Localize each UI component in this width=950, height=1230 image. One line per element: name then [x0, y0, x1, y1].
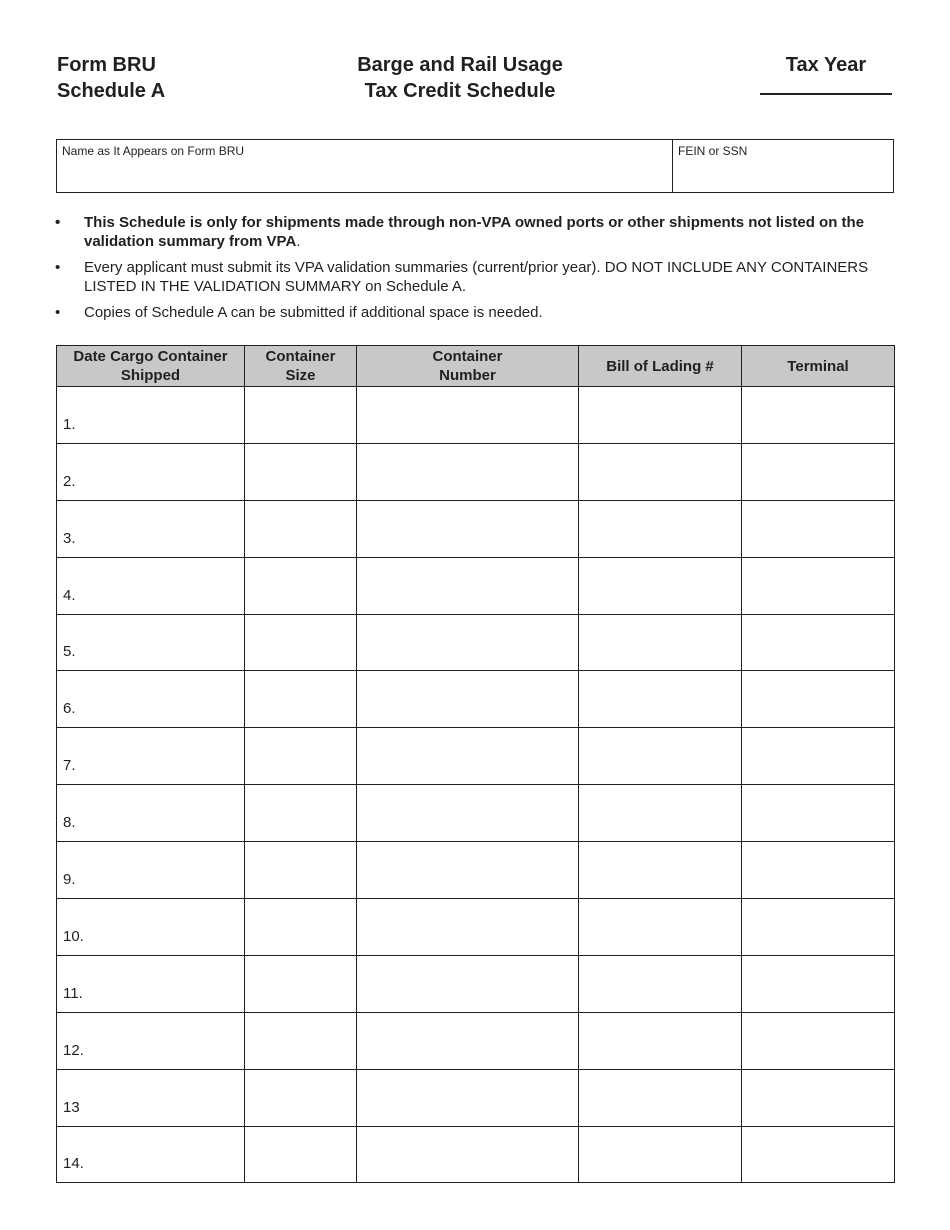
tax-year-block [755, 52, 897, 95]
number-cell[interactable] [357, 728, 579, 785]
date-cell[interactable] [57, 557, 245, 614]
size-cell[interactable] [245, 785, 357, 842]
row-number: 8. [63, 814, 76, 832]
table-row [57, 899, 895, 956]
size-cell[interactable] [245, 557, 357, 614]
date-cell[interactable] [57, 1069, 245, 1126]
size-cell[interactable] [245, 1012, 357, 1069]
number-cell[interactable] [357, 955, 579, 1012]
number-cell[interactable] [357, 500, 579, 557]
column-header-size: Container Size [245, 346, 357, 387]
row-number: 4. [63, 586, 76, 604]
instruction-item [55, 213, 895, 251]
bill-cell[interactable] [579, 387, 742, 444]
size-cell[interactable] [245, 443, 357, 500]
column-header-terminal: Terminal [742, 346, 895, 387]
bill-cell[interactable] [579, 1126, 742, 1183]
size-cell[interactable] [245, 1069, 357, 1126]
bill-cell[interactable] [579, 500, 742, 557]
terminal-cell[interactable] [742, 557, 895, 614]
date-cell[interactable] [57, 671, 245, 728]
table-row [57, 443, 895, 500]
number-cell[interactable] [357, 443, 579, 500]
row-number: 3. [63, 529, 76, 547]
column-header-date: Date Cargo Container Shipped [57, 346, 245, 387]
number-cell[interactable] [357, 1012, 579, 1069]
row-number: 5. [63, 643, 76, 661]
table-row [57, 387, 895, 444]
size-cell[interactable] [245, 728, 357, 785]
size-cell[interactable] [245, 842, 357, 899]
table-body [57, 387, 895, 1183]
terminal-cell[interactable] [742, 955, 895, 1012]
bill-cell[interactable] [579, 614, 742, 671]
terminal-cell[interactable] [742, 899, 895, 956]
bill-cell[interactable] [579, 955, 742, 1012]
table-row [57, 1126, 895, 1183]
instructions-list [55, 213, 895, 329]
number-cell[interactable] [357, 671, 579, 728]
number-cell[interactable] [357, 899, 579, 956]
row-number: 9. [63, 871, 76, 889]
table-row [57, 842, 895, 899]
bill-cell[interactable] [579, 443, 742, 500]
bill-cell[interactable] [579, 557, 742, 614]
form-title [310, 52, 610, 104]
taxpayer-info-box [56, 139, 894, 193]
number-cell[interactable] [357, 1126, 579, 1183]
row-number: 11. [63, 984, 83, 1002]
column-header-bill-of-lading: Bill of Lading # [579, 346, 742, 387]
column-header-number: Container Number [357, 346, 579, 387]
terminal-cell[interactable] [742, 443, 895, 500]
date-cell[interactable] [57, 614, 245, 671]
size-cell[interactable] [245, 500, 357, 557]
row-number: 14. [63, 1155, 84, 1173]
tax-year-input-line[interactable] [760, 93, 892, 95]
form-name: Form BRU [57, 54, 156, 76]
size-cell[interactable] [245, 614, 357, 671]
terminal-cell[interactable] [742, 842, 895, 899]
terminal-cell[interactable] [742, 614, 895, 671]
date-cell[interactable] [57, 387, 245, 444]
name-field[interactable] [57, 140, 673, 192]
table-row [57, 671, 895, 728]
instruction-item: • Copies of Schedule A can be submitted if additional space is needed. [55, 303, 895, 322]
tax-year-label: Tax Year [785, 54, 867, 76]
table-header-row [57, 346, 895, 387]
row-number: 6. [63, 700, 76, 718]
terminal-cell[interactable] [742, 785, 895, 842]
bill-cell[interactable] [579, 728, 742, 785]
size-cell[interactable] [245, 671, 357, 728]
size-cell[interactable] [245, 1126, 357, 1183]
number-cell[interactable] [357, 1069, 579, 1126]
number-cell[interactable] [357, 842, 579, 899]
fein-field[interactable] [673, 140, 893, 192]
number-cell[interactable] [357, 614, 579, 671]
date-cell[interactable] [57, 728, 245, 785]
table-row [57, 1012, 895, 1069]
terminal-cell[interactable] [742, 728, 895, 785]
row-number: 12. [63, 1041, 84, 1059]
form-identifier [57, 52, 165, 104]
bill-cell[interactable] [579, 1069, 742, 1126]
terminal-cell[interactable] [742, 500, 895, 557]
row-number: 1. [63, 415, 76, 433]
date-cell[interactable] [57, 1126, 245, 1183]
number-cell[interactable] [357, 557, 579, 614]
bill-cell[interactable] [579, 842, 742, 899]
date-cell[interactable] [57, 842, 245, 899]
bill-cell[interactable] [579, 785, 742, 842]
table-row [57, 1069, 895, 1126]
date-cell[interactable] [57, 785, 245, 842]
instruction-text-end: . [296, 233, 301, 250]
terminal-cell[interactable] [742, 1012, 895, 1069]
size-cell[interactable] [245, 955, 357, 1012]
row-number: 10. [63, 927, 84, 945]
terminal-cell[interactable] [742, 1126, 895, 1183]
date-cell[interactable] [57, 500, 245, 557]
table-row [57, 955, 895, 1012]
table-row [57, 728, 895, 785]
bill-cell[interactable] [579, 1012, 742, 1069]
row-number: 7. [63, 757, 76, 775]
date-cell[interactable] [57, 955, 245, 1012]
terminal-cell[interactable] [742, 387, 895, 444]
table-row [57, 500, 895, 557]
table-row [57, 614, 895, 671]
size-cell[interactable] [245, 387, 357, 444]
bill-cell[interactable] [579, 899, 742, 956]
container-schedule-table [56, 345, 895, 1183]
date-cell[interactable] [57, 899, 245, 956]
instruction-item: • Every applicant must submit its VPA validation summaries (current/prior year). DO NOT INCLUDE ANY CONTAINERS LISTED IN THE VALIDATION SUMMARY on Schedule A. [55, 258, 895, 296]
terminal-cell[interactable] [742, 1069, 895, 1126]
number-cell[interactable] [357, 785, 579, 842]
terminal-cell[interactable] [742, 671, 895, 728]
name-field-label: Name as It Appears on Form BRU [62, 144, 245, 158]
number-cell[interactable] [357, 387, 579, 444]
instruction-text: This Schedule is only for shipments made through non-VPA owned ports or other shipments not listed on the validation summary from VPA [84, 214, 865, 250]
table-row [57, 557, 895, 614]
fein-field-label: FEIN or SSN [678, 144, 748, 158]
table-row [57, 785, 895, 842]
schedule-name: Schedule A [57, 80, 166, 102]
size-cell[interactable] [245, 899, 357, 956]
form-title-line2: Tax Credit Schedule [364, 80, 556, 102]
date-cell[interactable] [57, 443, 245, 500]
bill-cell[interactable] [579, 671, 742, 728]
form-title-line1: Barge and Rail Usage [357, 54, 563, 76]
date-cell[interactable] [57, 1012, 245, 1069]
row-number: 2. [63, 472, 76, 490]
row-number: 13 [63, 1098, 80, 1116]
